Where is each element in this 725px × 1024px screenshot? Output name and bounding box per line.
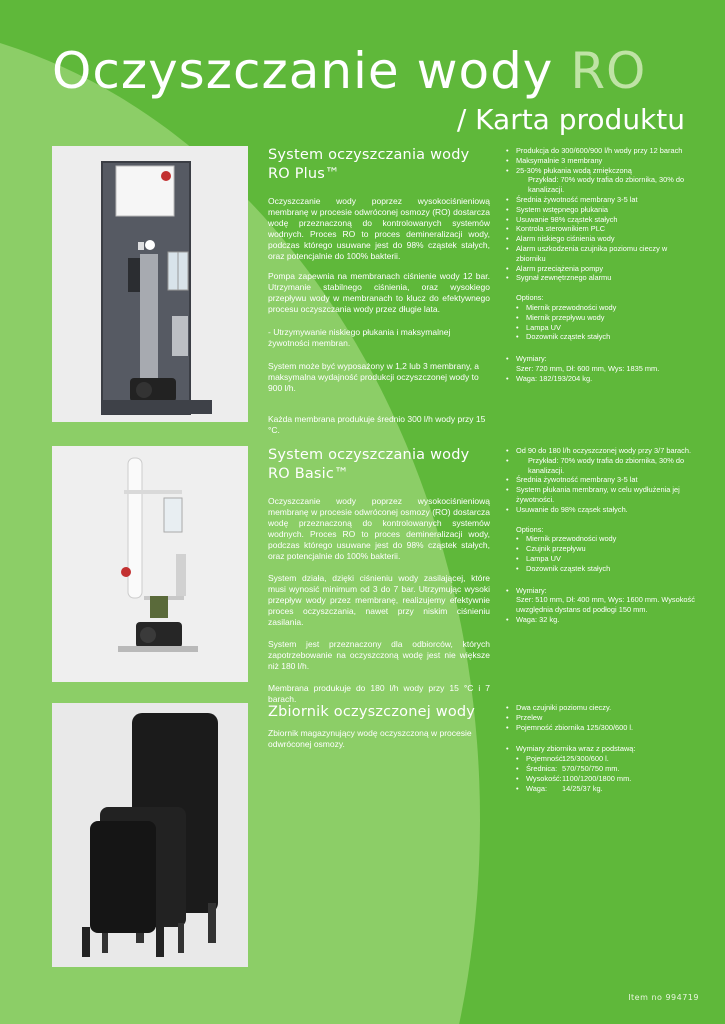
spec-item: • System płukania membrany, w celu wydłużenia jej żywotności. [506, 485, 696, 505]
tank-paragraph: Zbiornik magazynujący wodę oczyszczoną w procesie odwróconej osmozy. [268, 728, 472, 749]
spec-item: • Dwa czujniki poziomu cieczy. [506, 703, 696, 713]
spec-item: • Kontrola sterownikiem PLC [506, 224, 696, 234]
dims-value: Szer: 720 mm, Dł: 600 mm, Wys: 1835 mm. [516, 363, 660, 373]
dims-title: • Wymiary zbiornika wraz z podstawą: [506, 744, 696, 754]
ro-plus-illustration [52, 146, 248, 422]
ro-basic-title: System oczyszczania wody RO Basic™ [268, 447, 470, 482]
dims-row: • Wysokość:1100/1200/1800 mm. [506, 774, 696, 784]
ro-plus-specs [506, 146, 696, 384]
spec-item: • Alarm niskiego ciśnienia wody [506, 234, 696, 244]
ro-basic-photo [52, 446, 248, 682]
spec-item: • Produkcja do 300/600/900 l/h wody przy 12 barach [506, 146, 696, 156]
spec-item: • System wstępnego płukania [506, 205, 696, 215]
ro-plus-paragraph: Pompa zapewnia na membranach ciśnienie wody 12 bar. Utrzymanie stabilnego ciśnienia, oraz wysokiego przepływu wody w membranach to klucz do efektywnego procesu oczyszczania wody przez długie lata. [268, 271, 490, 314]
spec-item: • Usuwanie 98% cząstek stałych [506, 215, 696, 225]
weight: • Waga: 32 kg. [506, 615, 696, 625]
spec-note: • Przykład: 70% wody trafia do zbiornika, 30% do kanalizacji. [506, 455, 685, 475]
spec-item: • Przelew [506, 713, 696, 723]
page-title: Oczyszczanie wody RO [52, 42, 647, 100]
dims-row: • Waga: 14/25/37 kg. [506, 784, 696, 794]
dims-row: • Średnica: 570/750/750 mm. [506, 764, 696, 774]
dims-label: • Wymiary: [506, 586, 696, 596]
option-item: • Miernik przewodności wody [506, 303, 696, 313]
ro-plus-paragraph: System może być wyposażony w 1,2 lub 3 membrany, a maksymalna wydajność produkcji oczyszczonej wody to 900 l/h. [268, 361, 480, 393]
page-title-accent: RO [570, 42, 647, 100]
weight: • Waga: 182/193/204 kg. [506, 374, 696, 384]
spec-item: • Średnia żywotność membrany 3-5 lat [506, 195, 696, 205]
ro-plus-paragraph: - Utrzymywanie niskiego płukania i maksymalnej żywotności membran. [268, 327, 451, 348]
spec-note: Przykład: 70% wody trafia do zbiornika, 30% do kanalizacji. [528, 175, 685, 195]
dims-row: • Pojemność:125/300/600 l. [506, 754, 696, 764]
ro-plus-paragraph: Każda membrana produkuje średnio 300 l/h wody przy 15 °C. [268, 414, 486, 435]
spec-item: • Średnia żywotność membrany 3-5 lat [506, 475, 696, 485]
tank-photo [52, 703, 248, 967]
spec-item: • Usuwanie do 98% cząsek stałych. [506, 505, 696, 515]
option-item: • Czujnik przepływu [506, 544, 696, 554]
tank-description [268, 703, 490, 759]
option-item: • Miernik przepływu wody [506, 313, 696, 323]
page-subtitle: / Karta produktu [456, 103, 685, 136]
ro-basic-paragraph: Membrana produkuje do 180 l/h wody przy 15 °C i 7 barach. [268, 683, 490, 704]
spec-item: • Od 90 do 180 l/h oczyszczonej wody przy 3/7 barach. [506, 446, 696, 456]
spec-item: • 25-30% płukania wodą zmiękczoną [506, 166, 696, 176]
spec-item: • Alarm przeciążenia pompy [506, 264, 696, 274]
options-label: Options: [516, 293, 544, 303]
ro-basic-paragraph: System działa, dzięki ciśnieniu wody zasilającej, które musi wynosić minimum od 3 do 7 bar. Utrzymując wysoki przepływ wody przez membranę, realizujemy efektywnie proces oczyszczania, nawet przy niskim ciśnieniu zasilania. [268, 573, 490, 627]
option-item: • Dozownik cząstek stałych [506, 332, 696, 342]
ro-plus-paragraph: Oczyszczanie wody poprzez wysokociśnieniową membranę w procesie odwróconej osmozy (RO) dostarcza wodę przeznaczoną do kontrolowanych systemów wodnych. Proces RO to proces demineralizacji wody, podczas którego usuwane jest do 98% cząstek stałych, oraz potencjalnie do 100% bakterii. [268, 196, 490, 261]
spec-item: • Maksymalnie 3 membrany [506, 156, 696, 166]
option-item: • Miernik przewodności wody [506, 534, 696, 544]
ro-basic-illustration [52, 446, 248, 682]
ro-basic-description [268, 446, 490, 714]
tank-illustration [52, 703, 248, 967]
options-label: Options: [516, 524, 544, 534]
tank-specs [506, 703, 696, 793]
tank-title: Zbiornik oczyszczonej wody [268, 704, 476, 720]
option-item: • Lampa UV [506, 323, 696, 333]
spec-item: • Sygnał zewnętrznego alarmu [506, 273, 696, 283]
dims-value: Szer: 510 mm, Dł: 400 mm, Wys: 1600 mm. Wysokość uwzględnia dystans od podłogi 150 mm. [516, 595, 695, 615]
ro-plus-title: System oczyszczania wody RO Plus™ [268, 147, 470, 182]
ro-basic-paragraph: System jest przeznaczony dla odbiorców, których zapotrzebowanie na oczyszczoną wodę jest nie większe niż 180 l/h. [268, 639, 490, 671]
option-item: • Lampa UV [506, 554, 696, 564]
item-number: Item no 994719 [628, 993, 699, 1002]
ro-basic-paragraph: Oczyszczanie wody poprzez wysokociśnieniową membranę w procesie odwróconej osmozy (RO) dostarcza wodę przeznaczoną do kontrolowanych systemów wodnych. Proces RO to proces demineralizacji wody, podczas którego usuwane jest do 98% cząstek stałych, oraz potencjalnie do 100% bakterii. [268, 496, 490, 561]
option-item: • Dozownik cząstek stałych [506, 564, 696, 574]
ro-plus-description [268, 146, 490, 445]
ro-basic-specs [506, 446, 696, 625]
dims-label: • Wymiary: [506, 354, 696, 364]
spec-item: • Pojemność zbiornika 125/300/600 l. [506, 723, 696, 733]
spec-item: • Alarm uszkodzenia czujnika poziomu cieczy w zbiorniku [506, 244, 696, 264]
ro-plus-photo [52, 146, 248, 422]
